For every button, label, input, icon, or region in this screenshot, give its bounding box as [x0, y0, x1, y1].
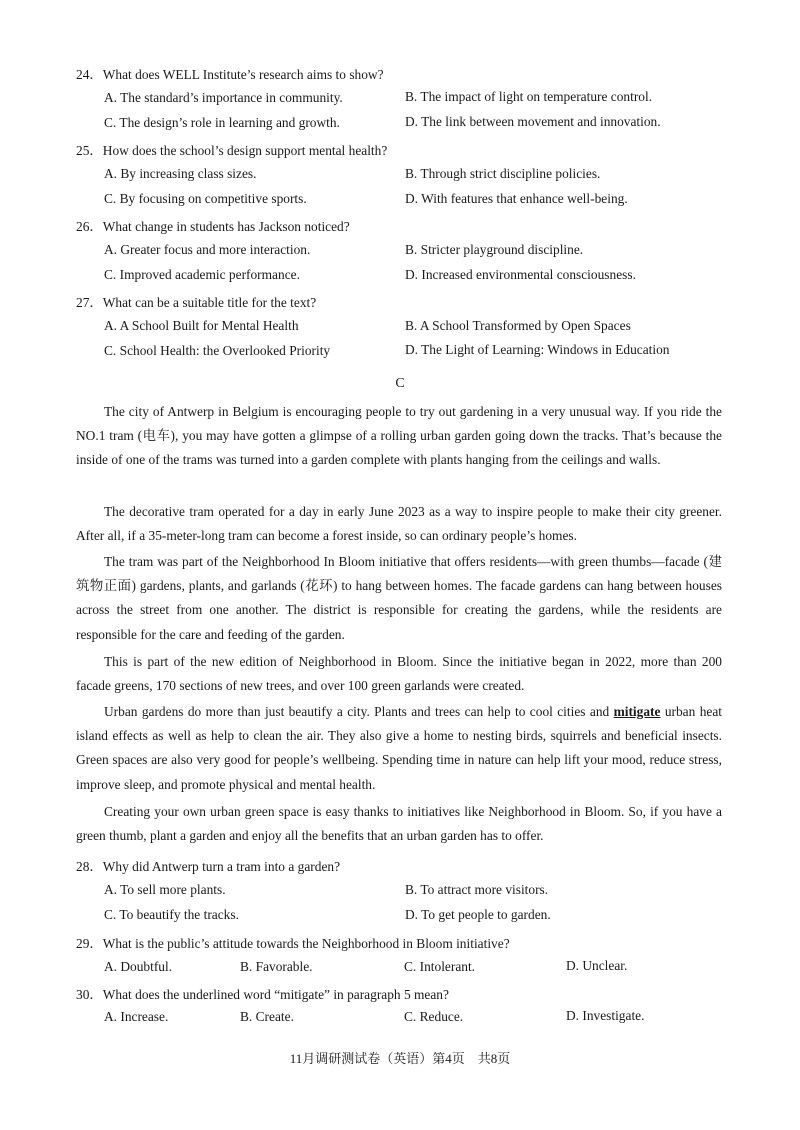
question-28-option-c: C. To beautify the tracks.	[104, 907, 239, 922]
question-28-option-b: B. To attract more visitors.	[405, 882, 549, 897]
passage-paragraph-3: The tram was part of the Neighborhood In Bloom initiative that offers residents—with green thumbs—facade (建筑物正面) gardens, plants, and garlands (花环) to hang between homes. The facade gardens can hang between houses across the street from one another. The district is responsible for creating the gardens, while the residents are responsible for the care and feeding of the garden.	[76, 554, 722, 642]
question-26-stem: 26．What change in students has Jackson noticed?	[76, 219, 350, 234]
question-25-option-a: A. By increasing class sizes.	[104, 166, 257, 181]
question-27-option-a: A. A School Built for Mental Health	[104, 318, 299, 333]
question-28-option-a: A. To sell more plants.	[104, 882, 226, 897]
question-29-option-a: A. Doubtful.	[104, 959, 173, 974]
question-29-option-c: C. Intolerant.	[404, 959, 476, 974]
question-29-stem: 29．What is the public’s attitude towards the Neighborhood in Bloom initiative?	[76, 936, 510, 951]
question-30-option-b: B. Create.	[240, 1009, 294, 1024]
question-25-stem: 25．How does the school’s design support mental health?	[76, 143, 388, 158]
question-25-option-b: B. Through strict discipline policies.	[405, 166, 601, 181]
passage-paragraph-4: This is part of the new edition of Neighborhood in Bloom. Since the initiative began in 2022, more than 200 facade greens, 170 sections of new trees, and over 100 green garlands were created.	[76, 654, 722, 694]
passage-paragraph-6: Creating your own urban green space is easy thanks to initiatives like Neighborhood in Bloom. So, if you have a green thumb, plant a garden and enjoy all the benefits that an urban garden has to offer.	[76, 804, 722, 844]
question-24-option-b: B. The impact of light on temperature control.	[405, 89, 653, 104]
question-24-option-d: D. The link between movement and innovation.	[405, 114, 661, 129]
question-30-option-c: C. Reduce.	[404, 1009, 464, 1024]
question-26-option-a: A. Greater focus and more interaction.	[104, 242, 311, 257]
underlined-word: mitigate	[613, 704, 661, 719]
question-24-option-c: C. The design’s role in learning and growth.	[104, 115, 340, 130]
question-29-option-b: B. Favorable.	[240, 959, 313, 974]
question-29-option-d: D. Unclear.	[566, 958, 628, 973]
question-24-option-a: A. The standard’s importance in community.	[104, 90, 343, 105]
question-28-stem: 28．Why did Antwerp turn a tram into a garden?	[76, 859, 341, 874]
question-27-stem: 27．What can be a suitable title for the text?	[76, 295, 317, 310]
passage-paragraph-5-start: Urban gardens do more than just beautify a city. Plants and trees can help to cool cities and	[104, 704, 614, 719]
question-30-option-a: A. Increase.	[104, 1009, 169, 1024]
question-28-option-d: D. To get people to garden.	[405, 907, 551, 922]
question-26-option-d: D. Increased environmental consciousness.	[405, 267, 636, 282]
page-footer: 11月调研测试卷（英语）第4页 共8页	[289, 1051, 511, 1066]
question-27-option-b: B. A School Transformed by Open Spaces	[405, 318, 631, 333]
section-heading: C	[395, 376, 405, 391]
question-25-option-d: D. With features that enhance well-being.	[405, 191, 628, 206]
passage-paragraph-1: The city of Antwerp in Belgium is encouraging people to try out gardening in a very unusual way. If you ride the NO.1 tram (电车), you may have gotten a glimpse of a rolling urban garden going down the tracks. That’s because the inside of one of the trams was turned into a garden complete with plants hanging from the ceilings and walls.	[76, 404, 722, 468]
question-26-option-b: B. Stricter playground discipline.	[405, 242, 584, 257]
passage-paragraph-5	[76, 700, 722, 797]
question-24-stem: 24．What does WELL Institute’s research aims to show?	[76, 67, 384, 82]
question-30-stem: 30．What does the underlined word “mitigate” in paragraph 5 mean?	[76, 987, 449, 1002]
question-25-option-c: C. By focusing on competitive sports.	[104, 191, 307, 206]
passage-paragraph-5-end: urban heat island effects as well as help to clean the air. They also give a home to nesting birds, squirrels and beneficial insects. Green spaces are also very good for people’s wellbeing. Spending time in nature can help lift your mood, reduce stress, improve sleep, and promote physical and mental health.	[76, 704, 722, 792]
passage-paragraph-2: The decorative tram operated for a day in early June 2023 as a way to inspire people to make their city greener. After all, if a 35-meter-long tram can become a forest inside, so can ordinary people’s homes.	[76, 504, 722, 544]
question-26-option-c: C. Improved academic performance.	[104, 267, 300, 282]
question-30-option-d: D. Investigate.	[566, 1008, 645, 1023]
question-27-option-c: C. School Health: the Overlooked Priority	[104, 343, 331, 358]
question-27-option-d: D. The Light of Learning: Windows in Education	[405, 342, 670, 357]
